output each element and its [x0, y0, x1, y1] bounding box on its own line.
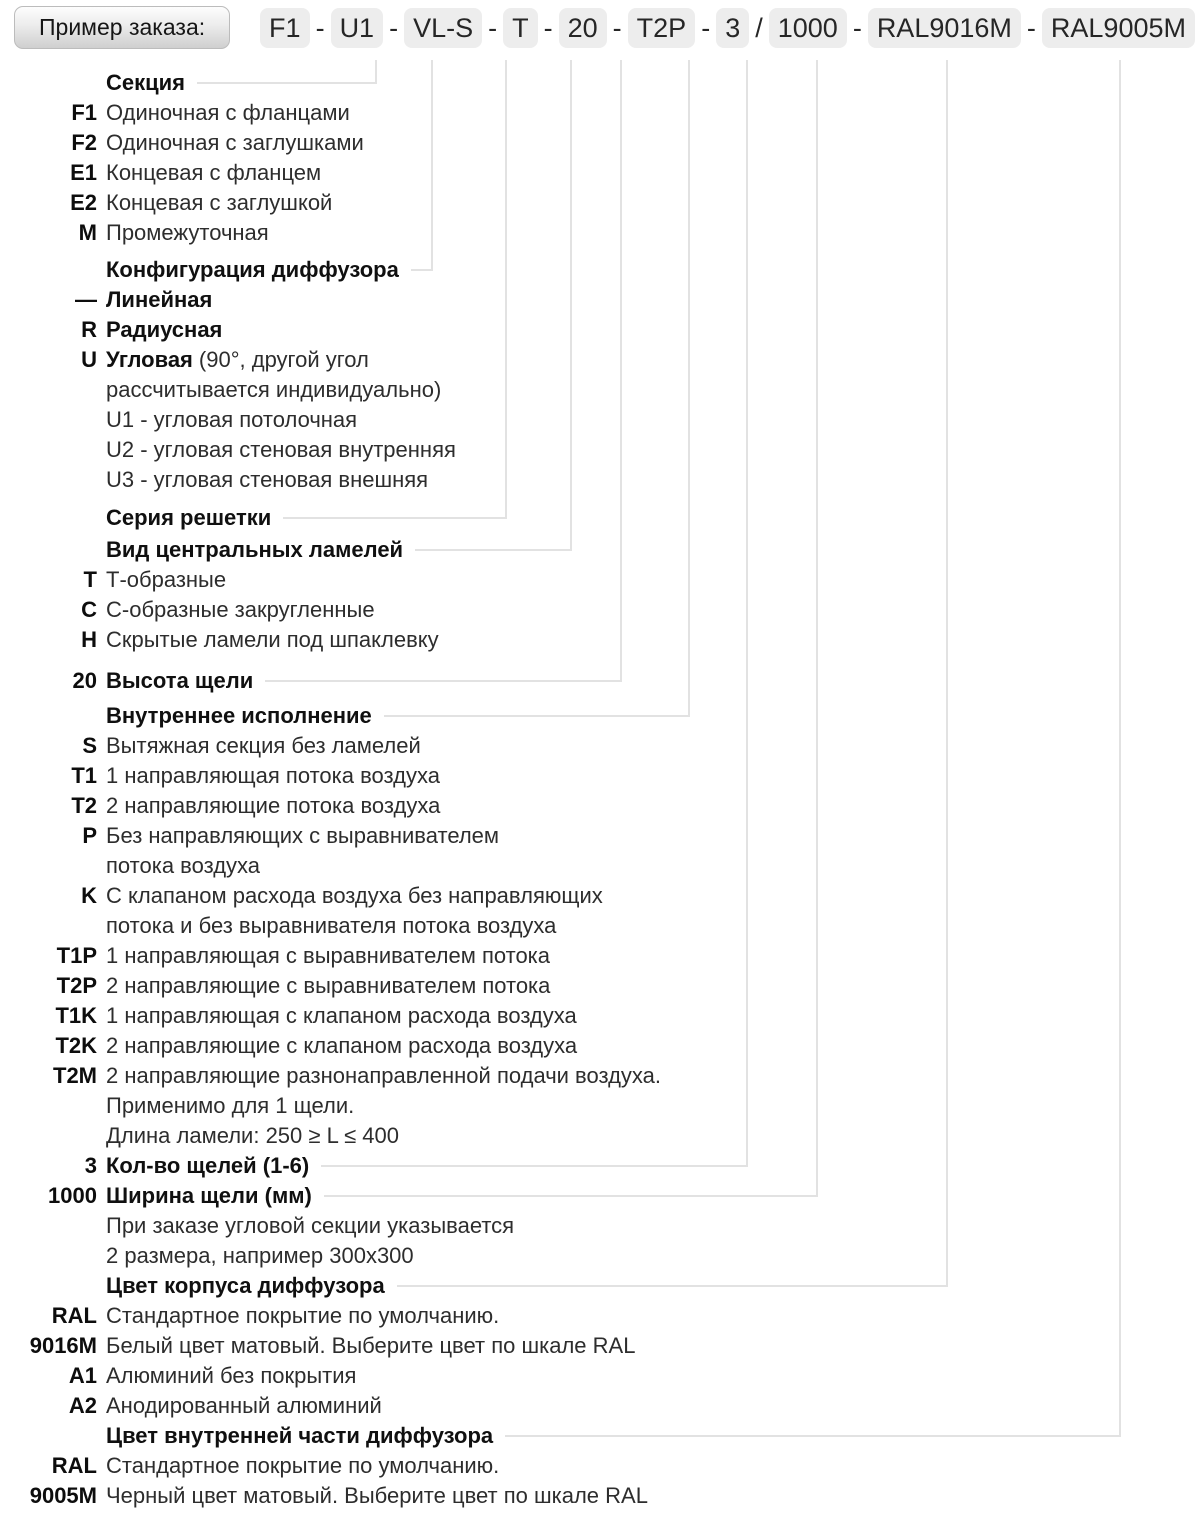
row-code: E2	[70, 190, 97, 215]
row-text: Алюминий без покрытия	[106, 1363, 357, 1388]
order-code	[260, 8, 1195, 48]
code-separator: -	[701, 13, 711, 43]
row-code: T1P	[56, 943, 97, 968]
legend-row	[0, 188, 1200, 218]
legend-subitem-row	[0, 405, 1200, 435]
legend-row	[0, 1061, 1200, 1091]
row-code: T2P	[56, 973, 97, 998]
row-text: 2 направляющие с клапаном расхода воздуха	[106, 1033, 578, 1058]
row-code: T1K	[55, 1003, 97, 1028]
legend-row	[0, 1391, 1200, 1421]
row-text: Угловая	[106, 347, 193, 372]
legend-row	[0, 128, 1200, 158]
row-text: потока воздуха	[106, 853, 261, 878]
row-code: 20	[72, 668, 97, 693]
row-code: A1	[68, 1363, 97, 1388]
legend-row	[0, 625, 1200, 655]
legend-row-continuation	[0, 851, 1200, 881]
row-text: Анодированный алюминий	[106, 1393, 382, 1418]
row-code: T2	[71, 793, 97, 818]
connector-line	[283, 517, 507, 519]
legend-row	[0, 1031, 1200, 1061]
code-separator: -	[852, 13, 862, 43]
legend-row	[0, 791, 1200, 821]
legend-row-continuation	[0, 911, 1200, 941]
row-code: H	[81, 627, 97, 652]
legend-row-continuation	[0, 1241, 1200, 1271]
code-chip-configuration: U1	[331, 8, 384, 48]
section-title: Серия решетки	[106, 505, 272, 530]
row-text: Стандартное покрытие по умолчанию.	[106, 1303, 500, 1328]
row-code: K	[81, 883, 97, 908]
connector-line	[397, 1285, 948, 1287]
row-code: 1000	[48, 1183, 97, 1208]
legend-row	[0, 1301, 1200, 1331]
code-separator-slash: /	[755, 13, 763, 43]
section-title: Кол-во щелей (1-6)	[106, 1153, 310, 1178]
example-order-badge: Пример заказа:	[14, 6, 230, 49]
section-title: Ширина щели (мм)	[106, 1183, 312, 1208]
code-chip-lamella-type: T	[503, 8, 538, 48]
code-chip-body-color: RAL9016M	[868, 8, 1021, 48]
row-text: Белый цвет матовый. Выберите цвет по шкале RAL	[106, 1333, 636, 1358]
row-text: 2 направляющие с выравнивателем потока	[106, 973, 551, 998]
connector-line	[415, 549, 572, 551]
row-code: RAL	[51, 1453, 97, 1478]
legend-row	[0, 731, 1200, 761]
legend-row	[0, 285, 1200, 315]
row-code: RAL	[51, 1303, 97, 1328]
legend-row	[0, 595, 1200, 625]
row-text: 2 направляющие разнонаправленной подачи воздуха.	[106, 1063, 662, 1088]
legend-subitem-row	[0, 465, 1200, 495]
connector-line	[384, 715, 690, 717]
legend-row	[0, 1481, 1200, 1511]
row-text: 2 размера, например 300х300	[106, 1243, 414, 1268]
legend-row	[0, 1331, 1200, 1361]
row-code: A2	[68, 1393, 97, 1418]
row-text: U2 - угловая стеновая внутренняя	[106, 437, 456, 462]
code-separator: -	[543, 13, 553, 43]
row-text: С-образные закругленные	[106, 597, 375, 622]
row-text: При заказе угловой секции указывается	[106, 1213, 515, 1238]
row-code: 3	[84, 1153, 97, 1178]
section-header-row	[0, 666, 1200, 696]
section-title: Конфигурация диффузора	[106, 257, 399, 282]
legend-row	[0, 158, 1200, 188]
row-text: Концевая с заглушкой	[106, 190, 333, 215]
row-text: Черный цвет матовый. Выберите цвет по шкале RAL	[106, 1483, 648, 1508]
code-chip-section: F1	[260, 8, 310, 48]
row-code: M	[78, 220, 97, 245]
row-code: T2K	[55, 1033, 97, 1058]
connector-line	[197, 82, 377, 84]
legend-row	[0, 218, 1200, 248]
connector-line	[321, 1165, 748, 1167]
row-code: F1	[71, 100, 97, 125]
row-text: U3 - угловая стеновая внешняя	[106, 467, 429, 492]
section-header-row	[0, 1151, 1200, 1181]
section-title: Внутреннее исполнение	[106, 703, 372, 728]
legend-row	[0, 761, 1200, 791]
row-text: Одиночная с заглушками	[106, 130, 364, 155]
code-separator: -	[612, 13, 622, 43]
legend-row	[0, 941, 1200, 971]
row-code: E1	[70, 160, 97, 185]
row-text-tail: (90°, другой угол	[198, 347, 369, 372]
section-title: Высота щели	[106, 668, 254, 693]
legend-row	[0, 565, 1200, 595]
row-text: потока и без выравнивателя потока воздуха	[106, 913, 557, 938]
row-code: 9005M	[29, 1483, 97, 1508]
section-header-row	[0, 255, 1200, 285]
row-code: T1	[71, 763, 97, 788]
row-code: S	[82, 733, 97, 758]
legend-row	[0, 1451, 1200, 1481]
row-code: R	[81, 317, 97, 342]
legend-row	[0, 1001, 1200, 1031]
legend-row	[0, 881, 1200, 911]
section-header-row	[0, 1271, 1200, 1301]
code-separator: -	[389, 13, 399, 43]
code-chip-slot-width: 1000	[769, 8, 847, 48]
legend-row	[0, 98, 1200, 128]
row-text: Т-образные	[106, 567, 227, 592]
section-header-row	[0, 68, 1200, 98]
code-chip-slot-count: 3	[716, 8, 749, 48]
connector-line	[411, 269, 433, 271]
row-text: Промежуточная	[106, 220, 269, 245]
section-title: Цвет внутренней части диффузора	[106, 1423, 494, 1448]
legend-row	[0, 821, 1200, 851]
row-text: Стандартное покрытие по умолчанию.	[106, 1453, 500, 1478]
row-text: 1 направляющая с выравнивателем потока	[106, 943, 551, 968]
connector-line	[265, 680, 622, 682]
section-header-row	[0, 1421, 1200, 1451]
legend-list	[0, 68, 1200, 1511]
code-separator: -	[488, 13, 498, 43]
section-title: Секция	[106, 70, 186, 95]
row-text: Без направляющих с выравнивателем	[106, 823, 500, 848]
row-code: T2M	[53, 1063, 97, 1088]
section-header-row	[0, 535, 1200, 565]
section-header-row	[0, 701, 1200, 731]
code-separator: -	[315, 13, 325, 43]
section-title: Вид центральных ламелей	[106, 537, 404, 562]
row-text: С клапаном расхода воздуха без направляющих	[106, 883, 603, 908]
row-code: C	[81, 597, 97, 622]
row-code: U	[81, 347, 97, 372]
legend-row	[0, 971, 1200, 1001]
row-text: Вытяжная секция без ламелей	[106, 733, 421, 758]
row-code: 9016M	[29, 1333, 97, 1358]
connector-line	[505, 1435, 1121, 1437]
row-code: T	[83, 567, 97, 592]
code-separator: -	[1026, 13, 1036, 43]
code-chip-series: VL-S	[404, 8, 482, 48]
row-text: Линейная	[106, 287, 213, 312]
row-text: Радиусная	[106, 317, 223, 342]
row-code: —	[75, 287, 97, 312]
row-code: P	[82, 823, 97, 848]
row-text: рассчитывается индивидуально)	[106, 377, 442, 402]
row-text: 2 направляющие потока воздуха	[106, 793, 441, 818]
section-title: Цвет корпуса диффузора	[106, 1273, 385, 1298]
row-text: Одиночная с фланцами	[106, 100, 350, 125]
legend-subitem-row	[0, 435, 1200, 465]
row-text: 1 направляющая потока воздуха	[106, 763, 440, 788]
section-header-row	[0, 503, 1200, 533]
row-text: Длина ламели: 250 ≥ L ≤ 400	[106, 1123, 400, 1148]
row-text: Концевая с фланцем	[106, 160, 322, 185]
row-text: Скрытые ламели под шпаклевку	[106, 627, 439, 652]
code-chip-inner-color: RAL9005M	[1042, 8, 1195, 48]
legend-row-continuation	[0, 375, 1200, 405]
row-code: F2	[71, 130, 97, 155]
connector-line	[324, 1195, 818, 1197]
code-chip-inner-design: T2P	[628, 8, 696, 48]
row-text: 1 направляющая с клапаном расхода воздуха	[106, 1003, 577, 1028]
legend-row	[0, 315, 1200, 345]
legend-row-continuation	[0, 1091, 1200, 1121]
legend-row-continuation	[0, 1121, 1200, 1151]
row-text: U1 - угловая потолочная	[106, 407, 358, 432]
legend-row	[0, 1361, 1200, 1391]
code-chip-slot-height: 20	[559, 8, 607, 48]
section-header-row	[0, 1181, 1200, 1211]
legend-row	[0, 345, 1200, 375]
row-text: Применимо для 1 щели.	[106, 1093, 355, 1118]
legend-row-continuation	[0, 1211, 1200, 1241]
